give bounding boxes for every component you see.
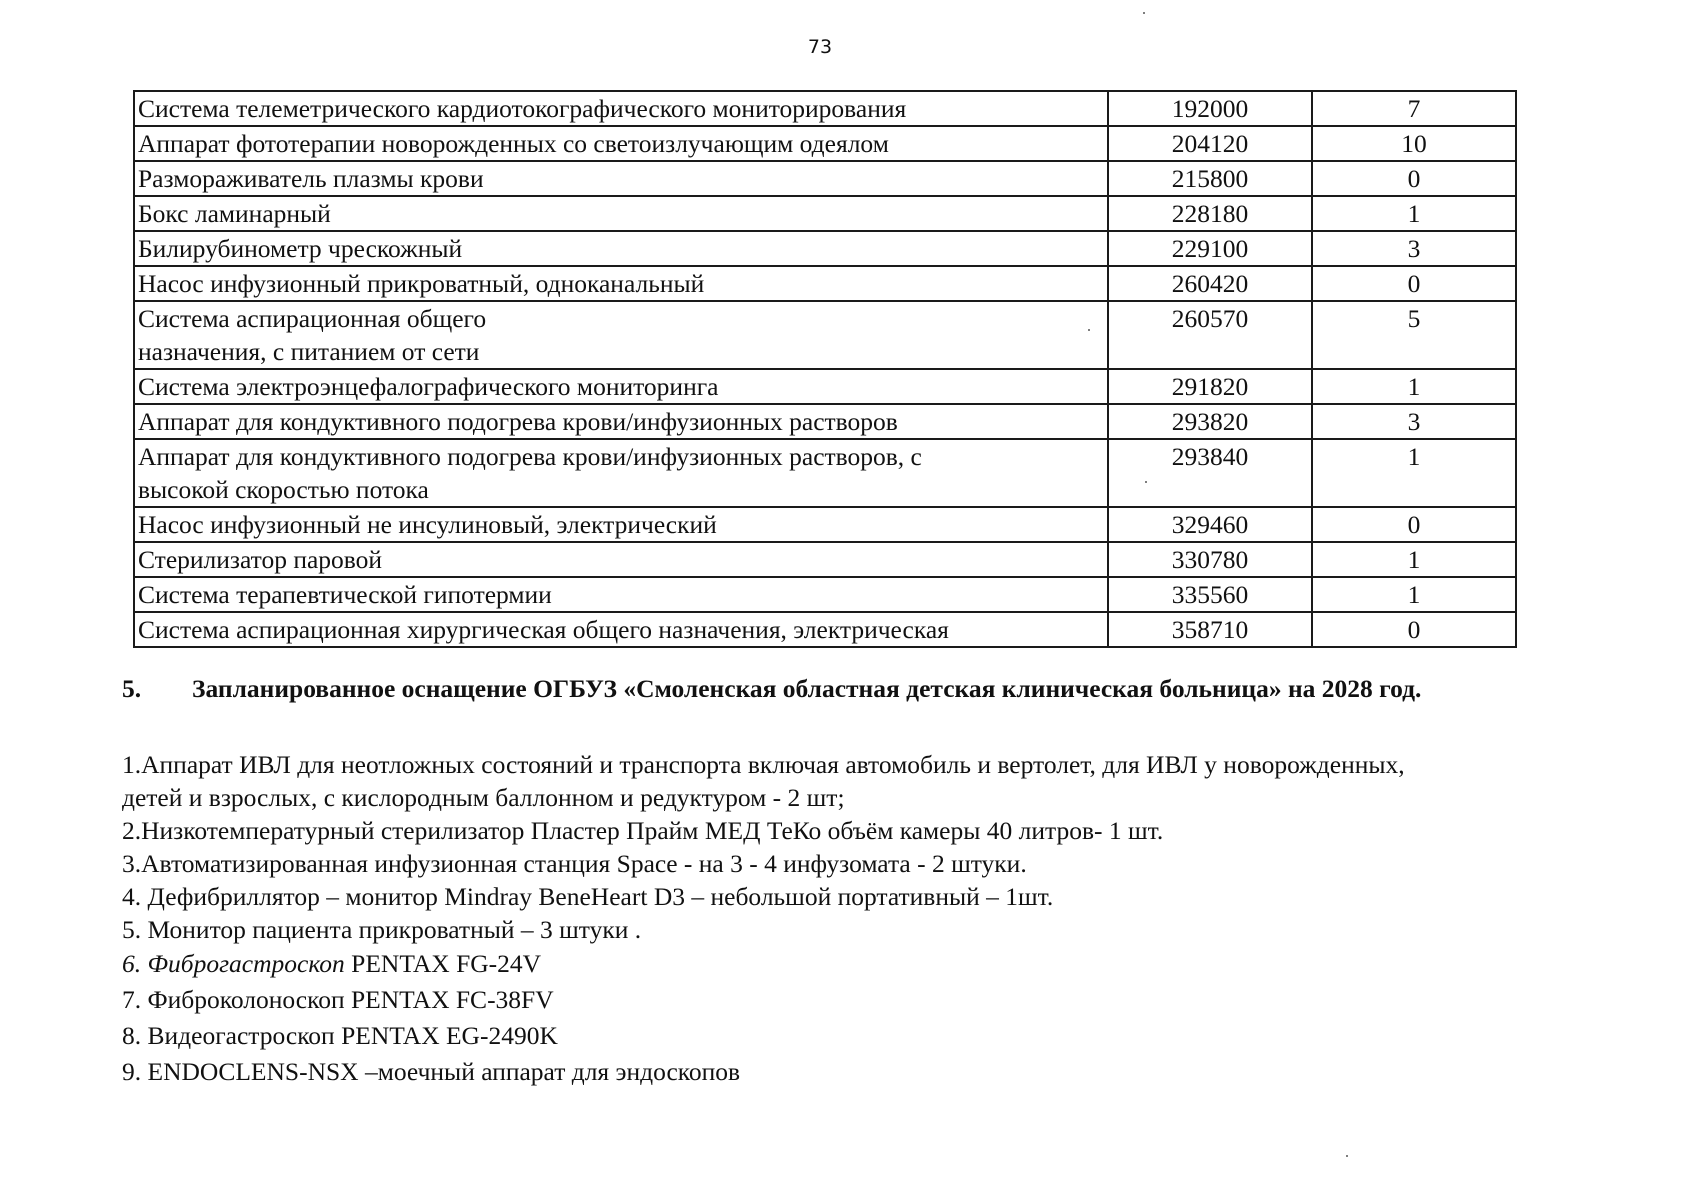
scan-speck bbox=[1143, 12, 1145, 14]
equipment-table bbox=[133, 90, 1517, 648]
equipment-name: Система электроэнцефалографического мониторинга bbox=[138, 372, 719, 401]
plan-list-item bbox=[122, 1018, 1602, 1054]
equipment-name: Бокс ламинарный bbox=[138, 199, 331, 228]
plan-item-lead: 6. Фиброгастроскоп bbox=[122, 949, 352, 978]
plan-list-item bbox=[122, 946, 1602, 982]
equipment-name: Система терапевтической гипотермии bbox=[138, 580, 552, 609]
table-row bbox=[134, 231, 1516, 266]
plan-item-text: 3.Автоматизированная инфузионная станция Space - на 3 - 4 инфузомата - 2 штуки. bbox=[122, 849, 1027, 878]
equipment-quantity: 0 bbox=[1312, 612, 1516, 647]
plan-item-text: детей и взрослых, с кислородным баллонном и редуктуром - 2 шт; bbox=[122, 783, 845, 812]
table-row bbox=[134, 404, 1516, 439]
equipment-quantity: 5 bbox=[1312, 301, 1516, 369]
plan-list-item bbox=[122, 1054, 1602, 1090]
equipment-code: 291820 bbox=[1108, 369, 1312, 404]
equipment-quantity: 1 bbox=[1312, 542, 1516, 577]
equipment-name: Билирубинометр чрескожный bbox=[138, 234, 463, 263]
plan-list-item bbox=[122, 814, 1602, 847]
equipment-code: 229100 bbox=[1108, 231, 1312, 266]
plan-item-text: 7. Фиброколоноскоп PENTAX FC-38FV bbox=[122, 985, 554, 1014]
equipment-code: 330780 bbox=[1108, 542, 1312, 577]
table-row bbox=[134, 439, 1516, 507]
equipment-quantity: 0 bbox=[1312, 507, 1516, 542]
equipment-name-cell bbox=[134, 231, 1108, 266]
equipment-code: 335560 bbox=[1108, 577, 1312, 612]
plan-list-item bbox=[122, 847, 1602, 880]
scan-speck bbox=[1145, 481, 1147, 483]
equipment-code: 293820 bbox=[1108, 404, 1312, 439]
section-number: 5. bbox=[122, 674, 142, 703]
equipment-name-cell bbox=[134, 266, 1108, 301]
plan-item-text: 8. Видеогастроскоп PENTAX EG-2490K bbox=[122, 1021, 558, 1050]
equipment-name-cell bbox=[134, 542, 1108, 577]
plan-list-item bbox=[122, 880, 1602, 913]
equipment-code: 260570 bbox=[1108, 301, 1312, 369]
equipment-name: Насос инфузионный прикроватный, одноканальный bbox=[138, 269, 705, 298]
table-row bbox=[134, 542, 1516, 577]
equipment-quantity: 10 bbox=[1312, 126, 1516, 161]
planned-equipment-list bbox=[122, 748, 1602, 1090]
table-row bbox=[134, 196, 1516, 231]
equipment-quantity: 7 bbox=[1312, 91, 1516, 126]
equipment-name-cell bbox=[134, 439, 1108, 507]
equipment-quantity: 0 bbox=[1312, 161, 1516, 196]
plan-item-text: 1.Аппарат ИВЛ для неотложных состояний и транспорта включая автомобиль и вертолет, для ИВЛ у новорожденных, bbox=[122, 750, 1405, 779]
equipment-name: Аппарат для кондуктивного подогрева крови/инфузионных растворов, с высокой скоростью потока bbox=[138, 442, 922, 504]
equipment-code: 215800 bbox=[1108, 161, 1312, 196]
equipment-code: 204120 bbox=[1108, 126, 1312, 161]
table-row bbox=[134, 91, 1516, 126]
equipment-name-cell bbox=[134, 507, 1108, 542]
equipment-quantity: 0 bbox=[1312, 266, 1516, 301]
plan-list-item bbox=[122, 982, 1602, 1018]
table-row bbox=[134, 612, 1516, 647]
equipment-name: Стерилизатор паровой bbox=[138, 545, 383, 574]
table-row bbox=[134, 266, 1516, 301]
table-row bbox=[134, 369, 1516, 404]
equipment-name-cell bbox=[134, 126, 1108, 161]
plan-list-item bbox=[122, 781, 1602, 814]
equipment-name: Аппарат для кондуктивного подогрева крови/инфузионных растворов bbox=[138, 407, 898, 436]
equipment-name: Аппарат фототерапии новорожденных со светоизлучающим одеялом bbox=[138, 129, 889, 158]
equipment-name-cell bbox=[134, 196, 1108, 231]
equipment-quantity: 1 bbox=[1312, 577, 1516, 612]
equipment-code: 358710 bbox=[1108, 612, 1312, 647]
equipment-name-cell bbox=[134, 301, 1108, 369]
scan-speck bbox=[1088, 329, 1090, 331]
equipment-table-body bbox=[134, 91, 1516, 647]
equipment-code: 192000 bbox=[1108, 91, 1312, 126]
equipment-code: 228180 bbox=[1108, 196, 1312, 231]
equipment-name: Размораживатель плазмы крови bbox=[138, 164, 484, 193]
plan-item-text: 4. Дефибриллятор – монитор Mindray BeneHeart D3 – небольшой портативный – 1шт. bbox=[122, 882, 1054, 911]
plan-item-text: 2.Низкотемпературный стерилизатор Пластер Прайм МЕД ТеКо объём камеры 40 литров- 1 шт. bbox=[122, 816, 1164, 845]
equipment-name-cell bbox=[134, 612, 1108, 647]
plan-item-text: 9. ENDOCLENS-NSX –моечный аппарат для эндоскопов bbox=[122, 1057, 741, 1086]
section-title: Запланированное оснащение ОГБУЗ «Смоленская областная детская клиническая больница» на 2028 год. bbox=[192, 674, 1422, 703]
plan-item-text: PENTAX FG-24V bbox=[351, 949, 542, 978]
equipment-quantity: 3 bbox=[1312, 231, 1516, 266]
equipment-code: 293840 bbox=[1108, 439, 1312, 507]
equipment-code: 260420 bbox=[1108, 266, 1312, 301]
equipment-name: Система аспирационная общего назначения, с питанием от сети bbox=[138, 304, 487, 366]
equipment-quantity: 1 bbox=[1312, 439, 1516, 507]
equipment-quantity: 1 bbox=[1312, 196, 1516, 231]
equipment-code: 329460 bbox=[1108, 507, 1312, 542]
plan-item-text: 5. Монитор пациента прикроватный – 3 штуки . bbox=[122, 915, 642, 944]
plan-list-item bbox=[122, 913, 1602, 946]
table-row bbox=[134, 301, 1516, 369]
equipment-name-cell bbox=[134, 577, 1108, 612]
equipment-name-cell bbox=[134, 91, 1108, 126]
equipment-name-cell bbox=[134, 404, 1108, 439]
page-number: 73 bbox=[807, 36, 833, 58]
equipment-name-cell bbox=[134, 161, 1108, 196]
plan-list-item bbox=[122, 748, 1602, 781]
table-row bbox=[134, 126, 1516, 161]
table-row bbox=[134, 161, 1516, 196]
equipment-quantity: 3 bbox=[1312, 404, 1516, 439]
scan-speck bbox=[1346, 1155, 1348, 1157]
equipment-name: Насос инфузионный не инсулиновый, электрический bbox=[138, 510, 717, 539]
equipment-quantity: 1 bbox=[1312, 369, 1516, 404]
equipment-name-cell bbox=[134, 369, 1108, 404]
section-heading bbox=[122, 674, 1602, 704]
equipment-name: Система аспирационная хирургическая общего назначения, электрическая bbox=[138, 615, 949, 644]
table-row bbox=[134, 577, 1516, 612]
table-row bbox=[134, 507, 1516, 542]
equipment-name: Система телеметрического кардиотокографического мониторирования bbox=[138, 94, 907, 123]
